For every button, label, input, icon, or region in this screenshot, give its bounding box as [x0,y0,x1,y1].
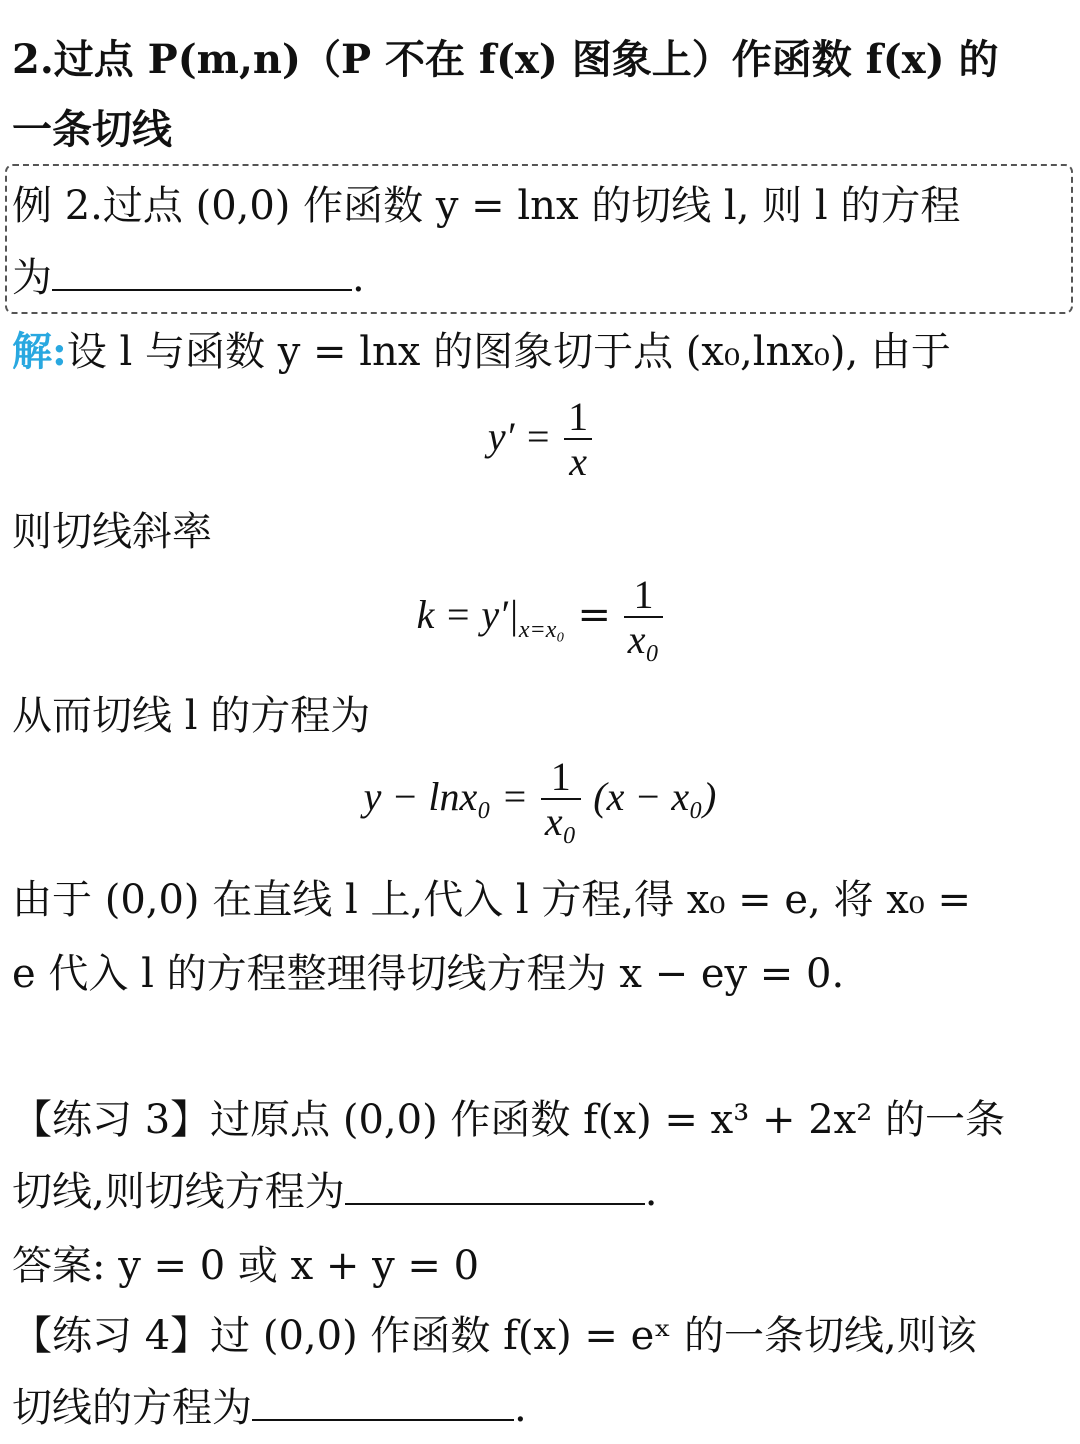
equation-tangent-rhs: (x − x₀) [593,774,717,819]
fraction-denominator: x [569,439,587,484]
solution-line2: 则切线斜率 [12,509,212,555]
equation-tangent-lhs: y − lnx₀ = [363,774,529,819]
exercise3-line2 [12,1166,1068,1218]
equation-derivative [0,396,1080,484]
fraction-numerator: 1 [541,756,581,800]
section-heading-line1: 2.过点 P(m,n)（P 不在 f(x) 图象上）作函数 f(x) 的 [12,36,999,83]
equation-derivative-lhs: y′ = [487,414,552,459]
fraction [541,756,581,844]
exercise4-line2 [12,1382,1068,1434]
fraction-denominator: x₀ [544,799,577,844]
solution-text: 设 l 与函数 y = lnx 的图象切于点 (x₀,lnx₀), 由于 [66,329,951,375]
exercise3-prefix: 切线,则切线方程为 [12,1169,345,1215]
fraction-numerator: 1 [624,574,664,618]
exercise4-line1: 【练习 4】过 (0,0) 作函数 f(x) = eˣ 的一条切线,则该 [12,1313,977,1359]
equation-slope-lhs: k = y′| [416,592,519,637]
solution-line4: 由于 (0,0) 在直线 l 上,代入 l 方程,得 x₀ = e, 将 x₀ = [12,877,972,923]
example-question-line1: 例 2.过点 (0,0) 作函数 y = lnx 的切线 l, 则 l 的方程 [12,183,961,229]
exercise4-suffix: . [514,1385,527,1431]
exercise3-suffix: . [644,1169,658,1215]
answer-blank [52,255,352,291]
answer-blank [345,1169,645,1205]
solution-line5: e 代入 l 的方程整理得切线方程为 x − ey = 0. [12,951,845,997]
exercise3-line1: 【练习 3】过原点 (0,0) 作函数 f(x) = x³ + 2x² 的一条 [12,1097,1005,1143]
solution-line3: 从而切线 l 的方程为 [12,693,371,739]
equation-slope-equals: = [577,592,611,638]
solution-label: 解: [12,328,67,375]
example-question-suffix: . [352,255,365,301]
answer-blank [252,1385,514,1421]
solution-line1 [12,326,1068,378]
fraction [624,574,664,662]
example-question-line2 [12,252,1068,304]
section-heading-line2: 一条切线 [12,106,172,153]
fraction-denominator: x₀ [627,617,660,662]
equation-tangent-line [0,756,1080,844]
exercise3-answer: 答案: y = 0 或 x + y = 0 [12,1243,480,1289]
equation-slope [0,574,1080,662]
example-question-prefix: 为 [12,255,52,301]
fraction [564,396,592,484]
exercise4-prefix: 切线的方程为 [12,1385,252,1431]
fraction-numerator: 1 [564,396,592,440]
equation-slope-subscript: x=x₀ [518,617,565,643]
